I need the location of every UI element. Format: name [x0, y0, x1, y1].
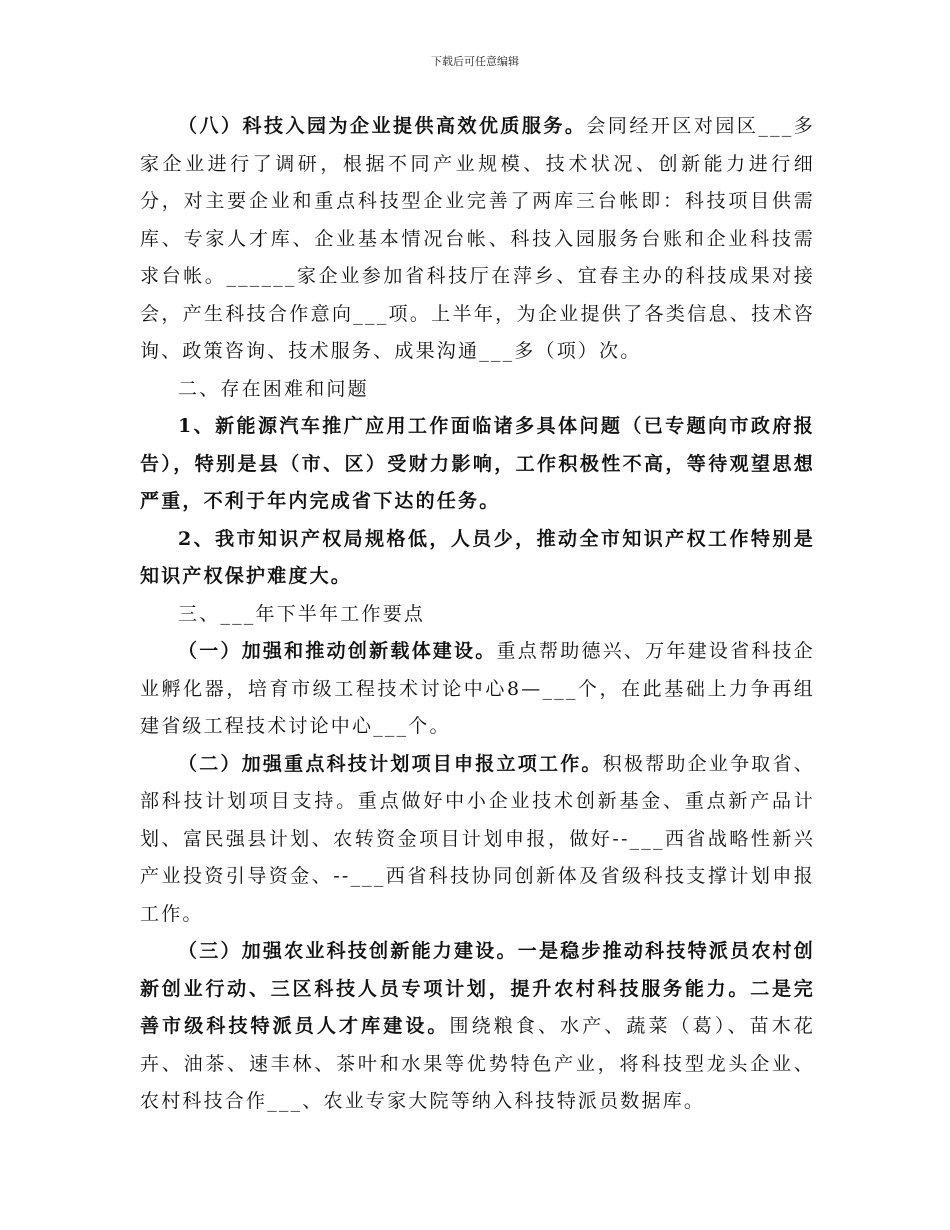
paragraph-heading: （二）加强重点科技计划项目申报立项工作。	[178, 752, 603, 775]
paragraph-text: 重点帮助德兴、万年建设省科技企业孵化器，培育市级工程技术讨论中心8—___个，在此基础上力争再组建省级工程技术讨论中心___个。	[140, 640, 815, 737]
page-header: 下载后可任意编辑	[431, 55, 519, 68]
paragraph-8	[140, 108, 815, 371]
section-title: 二、存在困难和问题	[178, 377, 369, 400]
paragraph-heading: （三）加强农业科技创新能力建设。一是稳步推动科技特派员农村创新创业行动、三区科技人员专项计划，提升农村科技服务能力。二是完善市级科技特派员人才库建设。	[140, 940, 815, 1037]
paragraph-text: 会同经开区对园区___多家企业进行了调研，根据不同产业规模、技术状况、创新能力进行细分，对主要企业和重点科技型企业完善了两库三台帐即：科技项目供需库、专家人才库、企业基本情况台帐、科技入园服务台账和企业科技需求台帐。______家企业参加省科技厅在萍乡、宜春主办的科技成果对接会，产生科技合作意向___项。上半年，为企业提供了各类信息、技术咨询、政策咨询、技术服务、成果沟通___多（项）次。	[140, 115, 815, 362]
problem-text: 2、我市知识产权局规格低，人员少，推动全市知识产权工作特别是知识产权保护难度大。	[140, 527, 815, 587]
section-title: 三、___年下半年工作要点	[178, 602, 426, 625]
document-body	[140, 108, 815, 1121]
task-1	[140, 633, 815, 746]
problem-2	[140, 521, 815, 596]
task-3	[140, 933, 815, 1121]
task-2	[140, 746, 815, 934]
paragraph-heading: （八）科技入园为企业提供高效优质服务。	[178, 115, 587, 137]
problem-text: 1、新能源汽车推广应用工作面临诸多具体问题（已专题向市政府报告），特别是县（市、区）受财力影响，工作积极性不高，等待观望思想严重，不利于年内完成省下达的任务。	[140, 415, 815, 512]
section-heading-3	[140, 596, 815, 634]
paragraph-heading: （一）加强和推动创新载体建设。	[178, 640, 497, 662]
section-heading-2	[140, 371, 815, 409]
problem-1	[140, 408, 815, 521]
paragraph-text: 围绕粮食、水产、蔬菜（葛）、苗木花卉、油茶、速丰林、茶叶和水果等优势特色产业，将科技型龙头企业、农村科技合作___、农业专家大院等纳入科技特派员数据库。	[140, 1015, 815, 1112]
paragraph-text: 积极帮助企业争取省、部科技计划项目支持。重点做好中小企业技术创新基金、重点新产品计划、富民强县计划、农转资金项目计划申报，做好--___西省战略性新兴产业投资引导资金、--___西省科技协同创新体及省级科技支撑计划申报工作。	[140, 752, 815, 925]
